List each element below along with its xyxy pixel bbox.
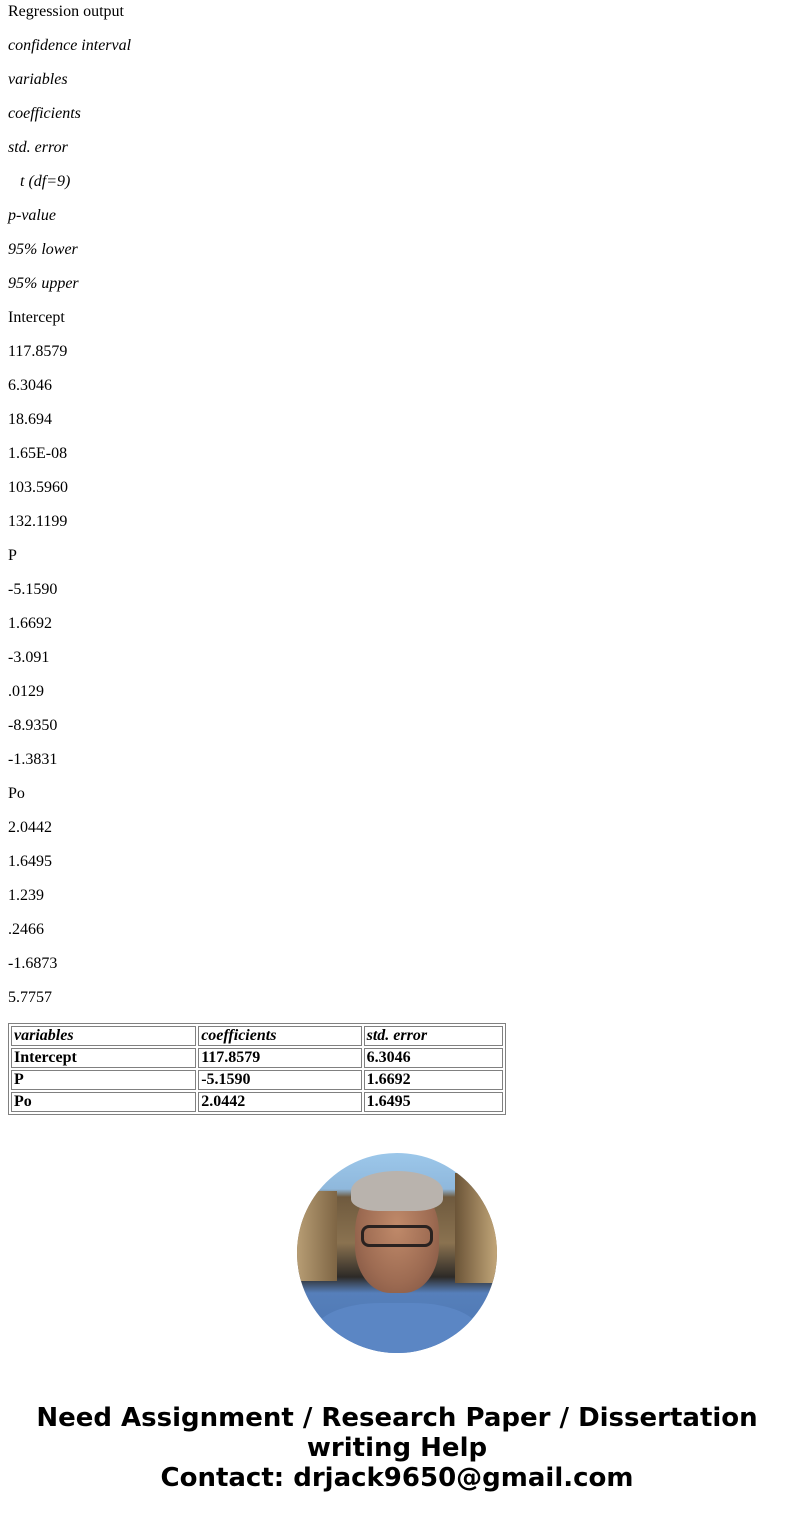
upper-95-label: 95% upper bbox=[8, 275, 79, 292]
table-cell-variable: P bbox=[11, 1070, 196, 1090]
photo-hair bbox=[351, 1171, 443, 1211]
promo-contact: Contact: drjack9650@gmail.com bbox=[160, 1463, 634, 1493]
row-coefficient: 2.0442 bbox=[8, 819, 52, 836]
row-t-stat: 18.694 bbox=[8, 411, 52, 428]
p-value-label: p-value bbox=[8, 207, 56, 224]
table-header-row bbox=[11, 1026, 503, 1046]
regression-title: Regression output bbox=[8, 3, 124, 20]
table-cell-coefficient: 117.8579 bbox=[198, 1048, 361, 1068]
table-header-cell: std. error bbox=[364, 1026, 503, 1046]
row-upper-95: 132.1199 bbox=[8, 513, 68, 530]
table-header-cell: variables bbox=[11, 1026, 196, 1046]
std-error-label: std. error bbox=[8, 139, 68, 156]
lower-95-label: 95% lower bbox=[8, 241, 78, 258]
table-cell-coefficient: -5.1590 bbox=[198, 1070, 361, 1090]
row-p-value: .0129 bbox=[8, 683, 44, 700]
coefficients-table bbox=[8, 1023, 506, 1115]
table-cell-coefficient: 2.0442 bbox=[198, 1092, 361, 1112]
row-variable: Intercept bbox=[8, 309, 65, 326]
row-lower-95: -1.6873 bbox=[8, 955, 58, 972]
row-coefficient: -5.1590 bbox=[8, 581, 58, 598]
table-row bbox=[11, 1048, 503, 1068]
photo-background-panel bbox=[297, 1191, 337, 1281]
promo-banner bbox=[0, 1403, 794, 1493]
table-cell-std-error: 1.6692 bbox=[364, 1070, 503, 1090]
row-p-value: 1.65E-08 bbox=[8, 445, 68, 462]
table-cell-variable: Po bbox=[11, 1092, 196, 1112]
row-t-stat: -3.091 bbox=[8, 649, 50, 666]
photo-glasses bbox=[361, 1225, 433, 1247]
row-std-error: 6.3046 bbox=[8, 377, 52, 394]
row-std-error: 1.6692 bbox=[8, 615, 52, 632]
row-upper-95: -1.3831 bbox=[8, 751, 58, 768]
table-cell-variable: Intercept bbox=[11, 1048, 196, 1068]
row-t-stat: 1.239 bbox=[8, 887, 44, 904]
row-p-value: .2466 bbox=[8, 921, 44, 938]
row-upper-95: 5.7757 bbox=[8, 989, 52, 1006]
author-photo bbox=[297, 1153, 497, 1353]
photo-shirt bbox=[315, 1303, 479, 1353]
confidence-interval-label: confidence interval bbox=[8, 37, 132, 54]
table-header-cell: coefficients bbox=[198, 1026, 361, 1046]
row-variable: P bbox=[8, 547, 17, 564]
table-row bbox=[11, 1070, 503, 1090]
table-cell-std-error: 6.3046 bbox=[364, 1048, 503, 1068]
table-cell-std-error: 1.6495 bbox=[364, 1092, 503, 1112]
row-std-error: 1.6495 bbox=[8, 853, 52, 870]
t-stat-label: t (df=9) bbox=[20, 173, 71, 190]
promo-line: Need Assignment / Research Paper / Dissertation bbox=[36, 1403, 758, 1433]
table-row bbox=[11, 1092, 503, 1112]
row-coefficient: 117.8579 bbox=[8, 343, 68, 360]
regression-text-block bbox=[8, 0, 131, 1020]
promo-line: writing Help bbox=[306, 1433, 488, 1463]
coefficients-label: coefficients bbox=[8, 105, 81, 122]
row-variable: Po bbox=[8, 785, 25, 802]
photo-background-panel bbox=[455, 1173, 497, 1283]
variables-label: variables bbox=[8, 71, 68, 88]
row-lower-95: -8.9350 bbox=[8, 717, 58, 734]
row-lower-95: 103.5960 bbox=[8, 479, 68, 496]
